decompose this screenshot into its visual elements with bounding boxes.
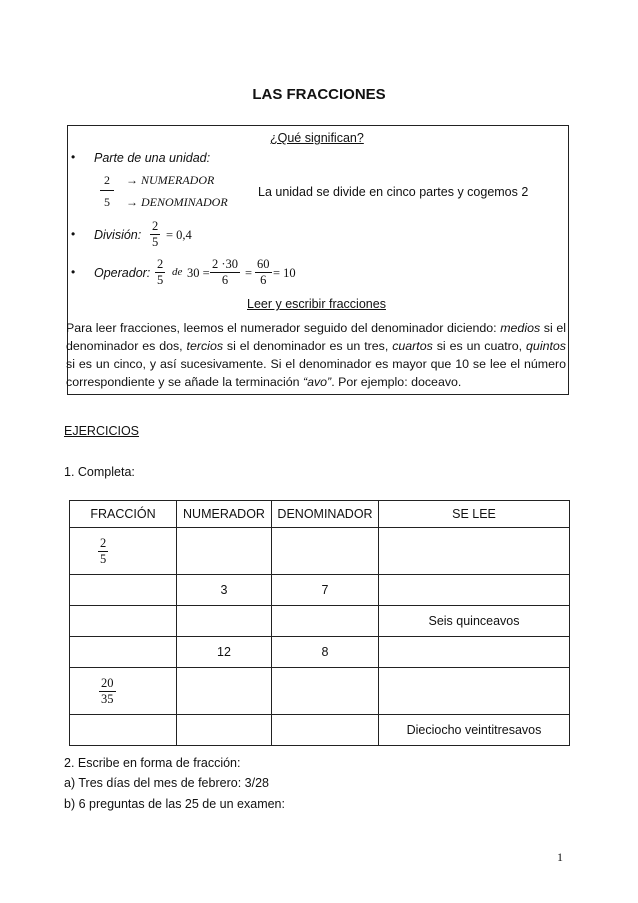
para-text: si el denominador es dos, xyxy=(66,321,566,353)
operator-numerator-3: 60 xyxy=(257,257,270,271)
numerador-cell: 3 xyxy=(177,575,272,606)
denominador-cell[interactable] xyxy=(272,668,379,715)
header-se-lee: SE LEE xyxy=(379,501,570,528)
table-row xyxy=(70,528,570,575)
para-term-cuartos: cuartos xyxy=(392,339,433,353)
operator-denominator-3: 6 xyxy=(260,273,267,287)
para-term-medios: medios xyxy=(500,321,541,335)
cell-fraction xyxy=(99,676,116,707)
denominador-arrow-label: → DENOMINADOR xyxy=(126,195,228,209)
denominador-cell: 8 xyxy=(272,637,379,668)
denominador-cell[interactable] xyxy=(272,606,379,637)
exercise-1-label: 1. Completa: xyxy=(64,465,135,479)
fraction-cell[interactable] xyxy=(70,606,177,637)
bullet3-label: Operador: xyxy=(94,266,151,280)
bullet-icon: • xyxy=(71,265,76,279)
header-fraccion: FRACCIÓN xyxy=(70,501,177,528)
header-denominador: DENOMINADOR xyxy=(272,501,379,528)
bullet-icon: • xyxy=(71,150,76,164)
exercise-2-label: 2. Escribe en forma de fracción: xyxy=(64,756,241,770)
box-heading: ¿Qué significan? xyxy=(270,131,364,145)
para-text: . Por ejemplo: doceavo. xyxy=(331,375,462,389)
bullet-icon: • xyxy=(71,227,76,241)
se-lee-cell: Seis quinceavos xyxy=(379,606,570,637)
denominador-cell[interactable] xyxy=(272,715,379,746)
para-text: si es un cinco, y así sucesivamente. Si el denominador es mayor que 10 se lee el número correspondiente y se añade la terminación xyxy=(66,357,566,389)
table-row xyxy=(70,668,570,715)
denominador-cell[interactable] xyxy=(272,528,379,575)
table-row xyxy=(70,575,570,606)
cell-fraction xyxy=(98,536,108,567)
operator-numerator-2: 2 ·30 xyxy=(212,257,239,271)
unidad-explanation: La unidad se divide en cinco partes y cogemos 2 xyxy=(258,185,529,199)
operator-fraction-2-stack xyxy=(210,257,240,288)
operator-numerator: 2 xyxy=(157,257,164,271)
exercise-2-item-a: a) Tres días del mes de febrero: 3/28 xyxy=(64,776,269,790)
operator-fraction-2 xyxy=(210,257,240,288)
operator-result: = 10 xyxy=(273,266,296,280)
operator-base: 30 = xyxy=(187,266,210,280)
para-text: si el denominador es un tres, xyxy=(223,339,393,353)
page-title: LAS FRACCIONES xyxy=(252,86,386,103)
table-header-row xyxy=(70,501,570,528)
division-numerator: 2 xyxy=(152,219,159,233)
fraction-cell xyxy=(70,668,177,715)
table-row xyxy=(70,606,570,637)
numerador-cell[interactable] xyxy=(177,606,272,637)
se-lee-cell[interactable] xyxy=(379,668,570,715)
numerator-value: 2 xyxy=(104,173,110,187)
cell-fraction-den: 35 xyxy=(101,691,114,706)
para-text: si es un cuatro, xyxy=(432,339,527,353)
se-lee-cell[interactable] xyxy=(379,528,570,575)
operator-de: de xyxy=(172,266,183,278)
table-row xyxy=(70,637,570,668)
operator-fraction-stack xyxy=(155,257,165,288)
cell-fraction-num: 20 xyxy=(101,675,114,690)
operator-denominator-2: 6 xyxy=(221,273,229,287)
se-lee-cell: Dieciocho veintitresavos xyxy=(379,715,570,746)
cell-fraction-den: 5 xyxy=(100,551,107,566)
numerador-cell[interactable] xyxy=(177,528,272,575)
fraction-cell[interactable] xyxy=(70,637,177,668)
para-term-avo: “avo” xyxy=(302,375,332,389)
table-row xyxy=(70,715,570,746)
bullet2-label: División: xyxy=(94,228,142,242)
exercise-2-item-b: b) 6 preguntas de las 25 de un examen: xyxy=(64,797,285,811)
reading-paragraph xyxy=(66,319,566,391)
numerador-cell[interactable] xyxy=(177,668,272,715)
operator-equals: = xyxy=(245,266,253,280)
numerador-cell[interactable] xyxy=(177,715,272,746)
numerador-arrow-label: → NUMERADOR xyxy=(126,173,215,187)
operator-fraction xyxy=(155,257,165,288)
denominador-cell: 7 xyxy=(272,575,379,606)
exercise-table xyxy=(69,500,570,746)
header-numerador: NUMERADOR xyxy=(177,501,272,528)
box-subheading: Leer y escribir fracciones xyxy=(247,297,386,311)
operator-fraction-3-stack xyxy=(255,257,272,288)
division-fraction xyxy=(150,219,160,250)
se-lee-cell[interactable] xyxy=(379,637,570,668)
numerador-cell: 12 xyxy=(177,637,272,668)
se-lee-cell[interactable] xyxy=(379,575,570,606)
fraction-cell[interactable] xyxy=(70,575,177,606)
operator-fraction-3 xyxy=(255,257,272,288)
division-denominator: 5 xyxy=(152,235,159,249)
fraction-bar xyxy=(100,190,114,191)
fraction-cell[interactable] xyxy=(70,715,177,746)
operator-denominator: 5 xyxy=(157,273,164,287)
para-text: Para leer fracciones, leemos el numerador seguido del denominador diciendo: xyxy=(66,321,501,335)
para-term-tercios: tercios xyxy=(186,339,224,353)
page-number: 1 xyxy=(557,850,563,864)
bullet1-label: Parte de una unidad: xyxy=(94,151,211,165)
division-fraction-stack xyxy=(150,219,160,250)
division-result: = 0,4 xyxy=(166,228,192,242)
denominator-value: 5 xyxy=(104,195,110,209)
para-term-quintos: quintos xyxy=(526,339,566,353)
ejercicios-heading: EJERCICIOS xyxy=(64,424,140,438)
fraction-cell xyxy=(70,528,177,575)
cell-fraction-num: 2 xyxy=(100,535,107,550)
